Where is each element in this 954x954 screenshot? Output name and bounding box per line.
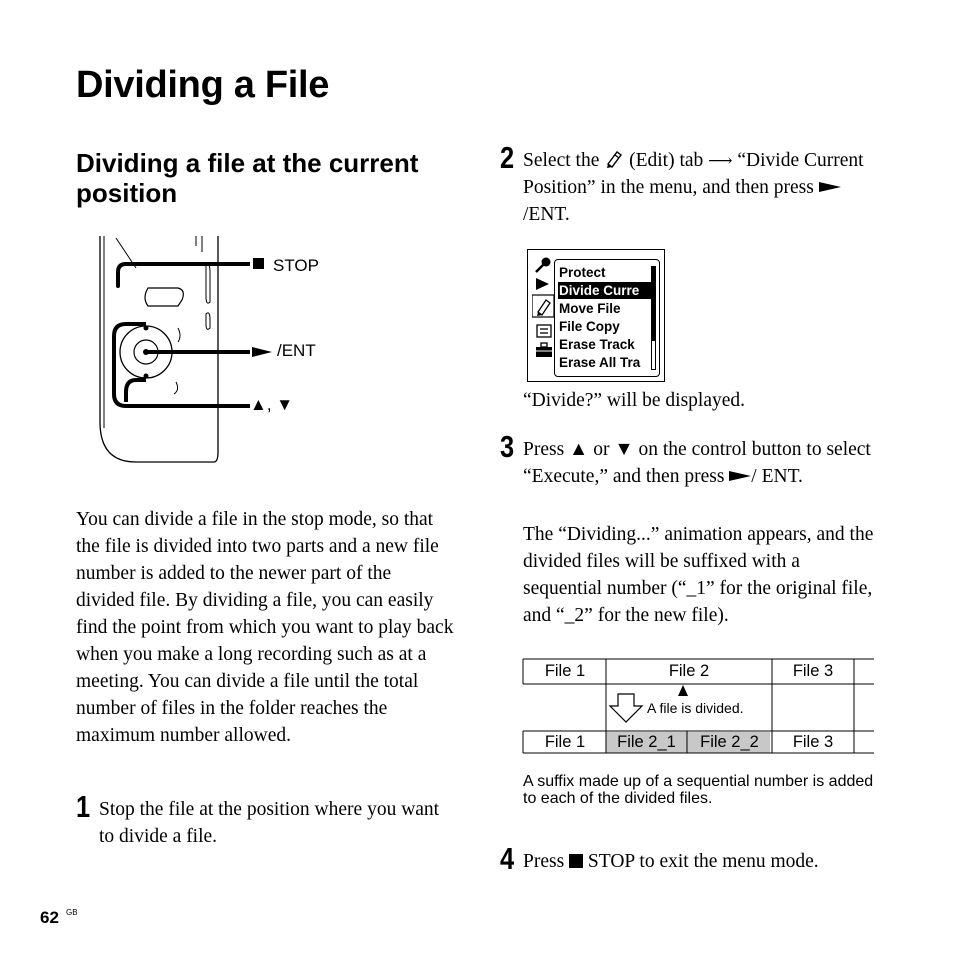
divide-point-marker bbox=[678, 685, 688, 696]
menu-item-divide-current[interactable]: Divide Curre bbox=[558, 282, 652, 299]
page-number: 62 bbox=[40, 908, 59, 927]
step-3-text-b: / ENT. bbox=[751, 466, 803, 487]
menu-item-erase-all[interactable]: Erase All Tra bbox=[559, 355, 641, 370]
page-title: Dividing a File bbox=[76, 64, 330, 106]
after-file-1: File 1 bbox=[544, 733, 586, 751]
step-4-text-a: Press bbox=[523, 851, 565, 872]
step-4-number: 4 bbox=[500, 841, 515, 876]
step-2-number: 2 bbox=[500, 140, 515, 175]
menu-item-protect[interactable]: Protect bbox=[559, 265, 606, 280]
step-2-text bbox=[523, 147, 883, 228]
intro-paragraph: You can divide a file in the stop mode, so that the file is divided into two parts and a new file number is added to the newer part of the divided file. By dividing a file, you can easily find the point from which you want to play back when you make a long recording such as at a meeting. You can divide a file until the total number of files in the folder reaches the maximum number allowed. bbox=[76, 509, 454, 746]
step-2-text-b: (Edit) tab bbox=[629, 150, 704, 171]
step-3-number: 3 bbox=[500, 429, 515, 464]
before-file-2: File 2 bbox=[668, 662, 710, 680]
step-3-text-a: Press ▲ or ▼ on the control button to select “Execute,” and then press bbox=[523, 439, 871, 487]
divided-label: A file is divided. bbox=[647, 700, 744, 716]
menu-screen bbox=[527, 249, 665, 382]
stop-square-icon bbox=[569, 854, 583, 868]
stop-square-icon bbox=[253, 258, 264, 269]
menu-list bbox=[554, 259, 660, 377]
down-arrow-icon bbox=[610, 694, 642, 722]
after-file-2-2: File 2_2 bbox=[700, 733, 759, 751]
arrow-right-icon: ⟶ bbox=[708, 151, 733, 170]
step-4-text bbox=[523, 848, 883, 875]
menu-item-erase-track[interactable]: Erase Track bbox=[559, 337, 635, 352]
microphone-icon bbox=[536, 258, 551, 273]
before-file-1: File 1 bbox=[544, 662, 586, 680]
stop-label: STOP bbox=[273, 256, 319, 275]
play-tab-icon bbox=[536, 278, 549, 290]
ent-label: /ENT bbox=[277, 341, 316, 360]
play-triangle-icon bbox=[729, 469, 751, 483]
divide-note: “Divide?” will be displayed. bbox=[523, 390, 746, 411]
toolbox-tab-icon bbox=[536, 343, 552, 357]
edit-pencil-icon bbox=[604, 149, 624, 169]
play-triangle-icon bbox=[252, 347, 272, 357]
step-2-text-d: /ENT. bbox=[523, 204, 570, 225]
step-4-text-b: STOP to exit the menu mode. bbox=[587, 851, 819, 872]
menu-item-move-file[interactable]: Move File bbox=[559, 301, 621, 316]
step-3-description: The “Dividing...” animation appears, and the divided files will be suffixed with a sequential number (“_1” for the original file, and “_2” for the new file). bbox=[523, 524, 874, 626]
settings-tab-icon bbox=[537, 325, 551, 337]
file-division-diagram bbox=[522, 658, 882, 758]
step-3-text bbox=[523, 436, 883, 490]
edit-tab-icon bbox=[532, 295, 554, 317]
step-2-text-a: Select the bbox=[523, 150, 600, 171]
play-triangle-icon bbox=[819, 180, 841, 194]
step-1-text: Stop the file at the position where you want to divide a file. bbox=[99, 799, 440, 847]
after-file-3: File 3 bbox=[792, 733, 834, 751]
menu-scrollbar[interactable] bbox=[651, 266, 656, 370]
after-file-2-1: File 2_1 bbox=[617, 733, 676, 751]
step-2-text-c: “Divide Current Position” in the menu, and then press bbox=[523, 150, 864, 198]
menu-tab-icons bbox=[532, 255, 554, 375]
before-file-3: File 3 bbox=[792, 662, 834, 680]
device-illustration bbox=[96, 232, 336, 472]
suffix-note: A suffix made up of a sequential number is added to each of the divided files. bbox=[523, 773, 874, 807]
section-title: Dividing a file at the current position bbox=[76, 148, 419, 208]
step-1-number: 1 bbox=[76, 789, 91, 824]
page-suffix: GB bbox=[66, 908, 78, 917]
menu-item-file-copy[interactable]: File Copy bbox=[559, 319, 620, 334]
menu-scroll-thumb[interactable] bbox=[652, 267, 655, 341]
up-down-label: ▲, ▼ bbox=[250, 395, 294, 414]
